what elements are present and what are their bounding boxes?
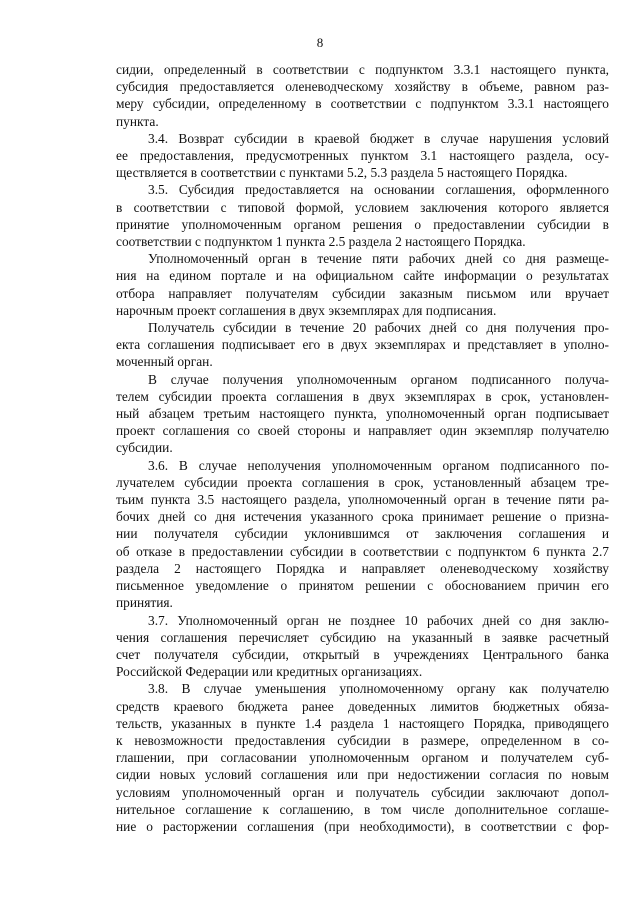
- text-line: ее предоставления, предусмотренных пунктом 3.1 настоящего раздела, осу-: [116, 148, 609, 164]
- text-line: чения соглашения перечисляет субсидию на указанный в заявке расчетный: [116, 629, 609, 645]
- paragraph-p-recipient: [116, 319, 609, 371]
- paragraph-p-3-6: [116, 457, 609, 612]
- text-line: нарочным проект соглашения в двух экземплярах для подписания.: [116, 302, 497, 318]
- text-line: 3.7. Уполномоченный орган не позднее 10 рабочих дней со дня заклю-: [148, 612, 609, 628]
- text-line: 3.5. Субсидия предоставляется на основании соглашения, оформленного: [148, 182, 609, 198]
- text-line: об отказе в предоставлении субсидии в соответствии с подпунктом 6 пункта 2.7: [116, 543, 609, 559]
- text-line: ществляется в соответствии с пунктами 5.2, 5.3 раздела 5 настоящего Порядка.: [116, 165, 568, 181]
- text-line: екта соглашения подписывает его в двух экземплярах и представляет в уполно-: [116, 337, 609, 353]
- text-line: в соответствии с типовой формой, условием заключения которого является: [116, 199, 609, 215]
- text-line: субсидии.: [116, 440, 173, 456]
- page-number: 8: [316, 35, 324, 50]
- text-line: меру субсидии, определенному в соответствии с подпунктом 3.3.1 настоящего: [116, 96, 609, 112]
- text-line: отбора направляет получателям субсидии заказным письмом или вручает: [116, 285, 609, 301]
- paragraph-p-3-8: [116, 680, 609, 835]
- paragraph-p-3-7: [116, 612, 609, 681]
- text-line: условиям уполномоченный орган и получатель субсидии заключают допол-: [116, 784, 609, 800]
- paragraph-p-cont: [116, 61, 609, 130]
- paragraph-p-3-5: [116, 181, 609, 250]
- text-line: пункта.: [116, 113, 159, 129]
- text-line: сидии новых условий соглашения или при недостижении согласия по новым: [116, 767, 609, 783]
- text-line: сидии, определенный в соответствии с подпунктом 3.3.1 настоящего пункта,: [116, 62, 609, 77]
- text-line: средств краевого бюджета ранее доведенных лимитов бюджетных обяза-: [116, 698, 609, 714]
- text-line: Российской Федерации или кредитных организациях.: [116, 664, 423, 680]
- text-line: проект соглашения со своей стороны и направляет один экземпляр получателю: [116, 423, 609, 439]
- text-line: ние о расторжении соглашения (при необходимости), в соответствии с фор-: [116, 818, 609, 834]
- text-line: к невозможности предоставления субсидии в размере, определенном в со-: [116, 732, 609, 748]
- text-line: соответствии с подпунктом 1 пункта 2.5 раздела 2 настоящего Порядка.: [116, 234, 526, 250]
- paragraph-p-received: [116, 371, 609, 457]
- text-line: раздела 2 настоящего Порядка и направляет оленеводческому хозяйству: [116, 560, 609, 576]
- text-line: 3.8. В случае уменьшения уполномоченному органу как получателю: [148, 681, 609, 697]
- text-line: письменное уведомление о принятом решении с обоснованием причин его: [116, 578, 609, 594]
- paragraph-p-3-4: [116, 130, 609, 182]
- text-line: глашении, при согласовании уполномоченным органом и получателем суб-: [116, 750, 609, 766]
- text-line: моченный орган.: [116, 354, 213, 370]
- text-line: ния на едином портале и на официальном сайте информации о результатах: [116, 268, 609, 284]
- text-line: Уполномоченный орган в течение пяти рабочих дней со дня размеще-: [148, 251, 609, 267]
- text-line: Получатель субсидии в течение 20 рабочих дней со дня получения про-: [148, 320, 609, 336]
- text-line: В случае получения уполномоченным органом подписанного получа-: [148, 371, 609, 387]
- text-line: телем субсидии проекта соглашения в двух экземплярах в срок, установлен-: [116, 388, 609, 404]
- text-line: 3.4. Возврат субсидии в краевой бюджет в случае нарушения условий: [148, 130, 609, 146]
- text-line: тьим пункта 3.5 настоящего раздела, уполномоченный орган в течение пяти ра-: [116, 492, 609, 508]
- text-line: 3.6. В случае неполучения уполномоченным органом подписанного по-: [148, 457, 609, 473]
- document-body: [116, 61, 609, 835]
- text-line: бочих дней со дня истечения указанного срока принимает решение о призна-: [116, 509, 609, 525]
- text-line: нии получателя субсидии уклонившимся от заключения соглашения и: [116, 526, 609, 542]
- text-line: счет получателя субсидии, открытый в учреждениях Центрального банка: [116, 646, 609, 662]
- text-line: принятия.: [116, 595, 173, 611]
- text-line: принятие уполномоченным органом решения о предоставлении субсидии в: [116, 216, 609, 232]
- paragraph-p-organ: [116, 250, 609, 319]
- text-line: субсидия предоставляется оленеводческому хозяйству в объеме, равном раз-: [116, 79, 609, 95]
- text-line: нительное соглашение к соглашению, в том числе дополнительное соглаше-: [116, 801, 609, 817]
- text-line: ный абзацем третьим настоящего пункта, уполномоченный орган подписывает: [116, 406, 609, 422]
- text-line: лучателем субсидии проекта соглашения в срок, установленный абзацем тре-: [116, 474, 609, 490]
- text-line: тельств, указанных в пункте 1.4 раздела 1 настоящего Порядка, приводящего: [116, 715, 609, 731]
